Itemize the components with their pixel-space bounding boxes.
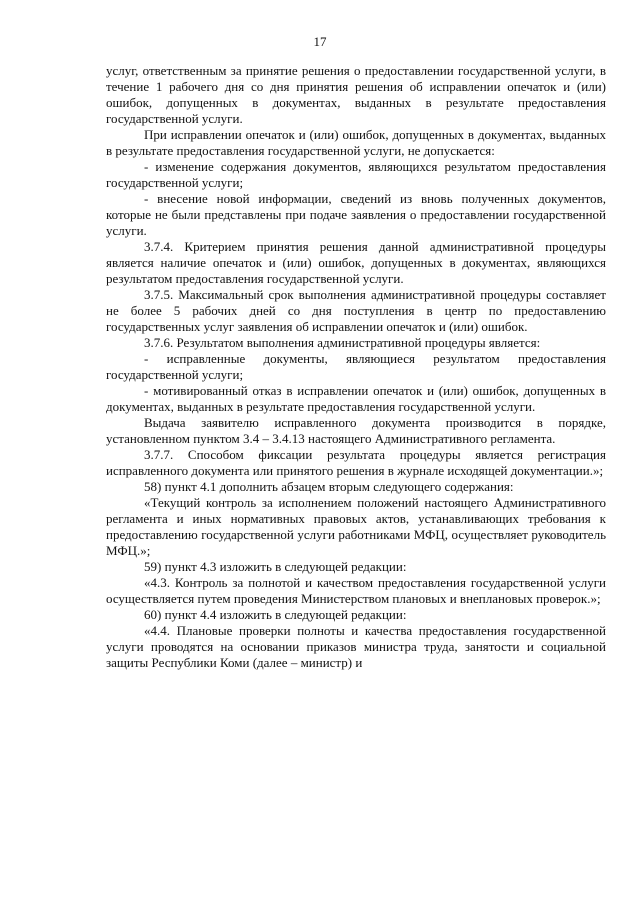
paragraph: - исправленные документы, являющиеся результатом предоставления государственной услуги; <box>106 351 606 382</box>
paragraph: - мотивированный отказ в исправлении опечаток и (или) ошибок, допущенных в документах, выданных в результате предоставления государственной услуги. <box>106 383 606 414</box>
paragraph: При исправлении опечаток и (или) ошибок, допущенных в документах, выданных в результате предоставления государственной услуги, не допускается: <box>106 127 606 158</box>
document-body <box>106 63 606 671</box>
paragraph: «4.3. Контроль за полнотой и качеством предоставления государственной услуги осуществляется путем проведения Министерством плановых и внеплановых проверок.»; <box>106 575 606 606</box>
paragraph: услуг, ответственным за принятие решения о предоставлении государственной услуги, в течение 1 рабочего дня со дня принятия решения об исправлении опечаток и (или) ошибок, допущенных в документах, выданных в результате предоставления государственной услуги. <box>106 63 606 126</box>
paragraph: Выдача заявителю исправленного документа производится в порядке, установленном пунктом 3.4 – 3.4.13 настоящего Административного регламента. <box>106 415 606 446</box>
paragraph: 3.7.4. Критерием принятия решения данной административной процедуры является наличие опечаток и (или) ошибок, допущенных в документах, являющихся результатом предоставления государственной услуги. <box>106 239 606 286</box>
paragraph: - внесение новой информации, сведений из вновь полученных документов, которые не были представлены при подаче заявления о предоставлении государственной услуги. <box>106 191 606 238</box>
page-number: 17 <box>313 34 327 49</box>
paragraph: - изменение содержания документов, являющихся результатом предоставления государственной услуги; <box>106 159 606 190</box>
paragraph: 60) пункт 4.4 изложить в следующей редакции: <box>144 607 407 622</box>
paragraph: 58) пункт 4.1 дополнить абзацем вторым следующего содержания: <box>144 479 514 494</box>
paragraph: 3.7.6. Результатом выполнения административной процедуры является: <box>144 335 541 350</box>
paragraph: 3.7.5. Максимальный срок выполнения административной процедуры составляет не более 5 рабочих дней со дня поступления в центр по предоставлению государственных услуг заявления об исправлении опечаток и (или) ошибок. <box>106 287 606 334</box>
paragraph: «Текущий контроль за исполнением положений настоящего Административного регламента и иных нормативных правовых актов, устанавливающих требования к предоставлению государственной услуги работниками МФЦ, осуществляет руководитель МФЦ.»; <box>106 495 606 558</box>
paragraph: 3.7.7. Способом фиксации результата процедуры является регистрация исправленного документа или принятого решения в журнале исходящей документации.»; <box>106 447 606 478</box>
paragraph: «4.4. Плановые проверки полноты и качества предоставления государственной услуги проводятся на основании приказов министра труда, занятости и социальной защиты Республики Коми (далее – министр) и <box>106 623 606 670</box>
paragraph: 59) пункт 4.3 изложить в следующей редакции: <box>144 559 407 574</box>
